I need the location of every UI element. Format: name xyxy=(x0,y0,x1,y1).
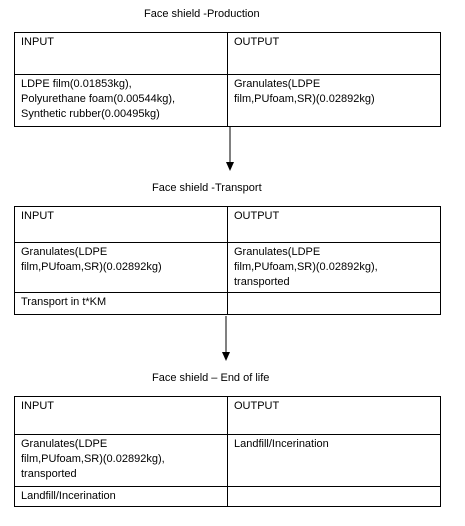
section-title-end-of-life: Face shield – End of life xyxy=(152,372,270,384)
production-output-line: Granulates(LDPE xyxy=(234,78,321,90)
transport-output-header: OUTPUT xyxy=(228,207,441,243)
end-of-life-input-line: Granulates(LDPE xyxy=(21,438,108,450)
production-table xyxy=(14,32,441,127)
production-input-header: INPUT xyxy=(15,33,228,75)
end-of-life-input-cell xyxy=(15,435,228,487)
transport-output-cell xyxy=(228,243,441,293)
production-output-cell xyxy=(228,75,441,127)
down-arrow-icon xyxy=(220,316,232,362)
end-of-life-input-header: INPUT xyxy=(15,397,228,435)
transport-input-line: film,PUfoam,SR)(0.02892kg) xyxy=(21,261,162,273)
production-input-line: LDPE film(0.01853kg), xyxy=(21,78,132,90)
transport-output-line: film,PUfoam,SR)(0.02892kg), xyxy=(234,261,378,273)
transport-output-line: transported xyxy=(234,276,290,288)
end-of-life-extra-output xyxy=(228,487,441,507)
end-of-life-input-line: film,PUfoam,SR)(0.02892kg), xyxy=(21,453,165,465)
end-of-life-extra-input: Landfill/Incerination xyxy=(15,487,228,507)
transport-extra-input: Transport in t*KM xyxy=(15,293,228,315)
section-title-production: Face shield -Production xyxy=(144,8,260,20)
end-of-life-output-cell xyxy=(228,435,441,487)
transport-table xyxy=(14,206,441,315)
transport-input-header: INPUT xyxy=(15,207,228,243)
transport-output-line: Granulates(LDPE xyxy=(234,246,321,258)
production-input-line: Polyurethane foam(0.00544kg), xyxy=(21,93,176,105)
production-input-line: Synthetic rubber(0.00495kg) xyxy=(21,108,160,120)
transport-extra-output xyxy=(228,293,441,315)
end-of-life-input-line: transported xyxy=(21,468,77,480)
production-input-cell xyxy=(15,75,228,127)
end-of-life-output-line: Landfill/Incerination xyxy=(234,438,329,450)
production-output-line: film,PUfoam,SR)(0.02892kg) xyxy=(234,93,375,105)
end-of-life-output-header: OUTPUT xyxy=(228,397,441,435)
down-arrow-icon xyxy=(224,126,236,172)
transport-input-cell xyxy=(15,243,228,293)
section-title-transport: Face shield -Transport xyxy=(152,182,262,194)
production-output-header: OUTPUT xyxy=(228,33,441,75)
transport-input-line: Granulates(LDPE xyxy=(21,246,108,258)
end-of-life-table xyxy=(14,396,441,507)
